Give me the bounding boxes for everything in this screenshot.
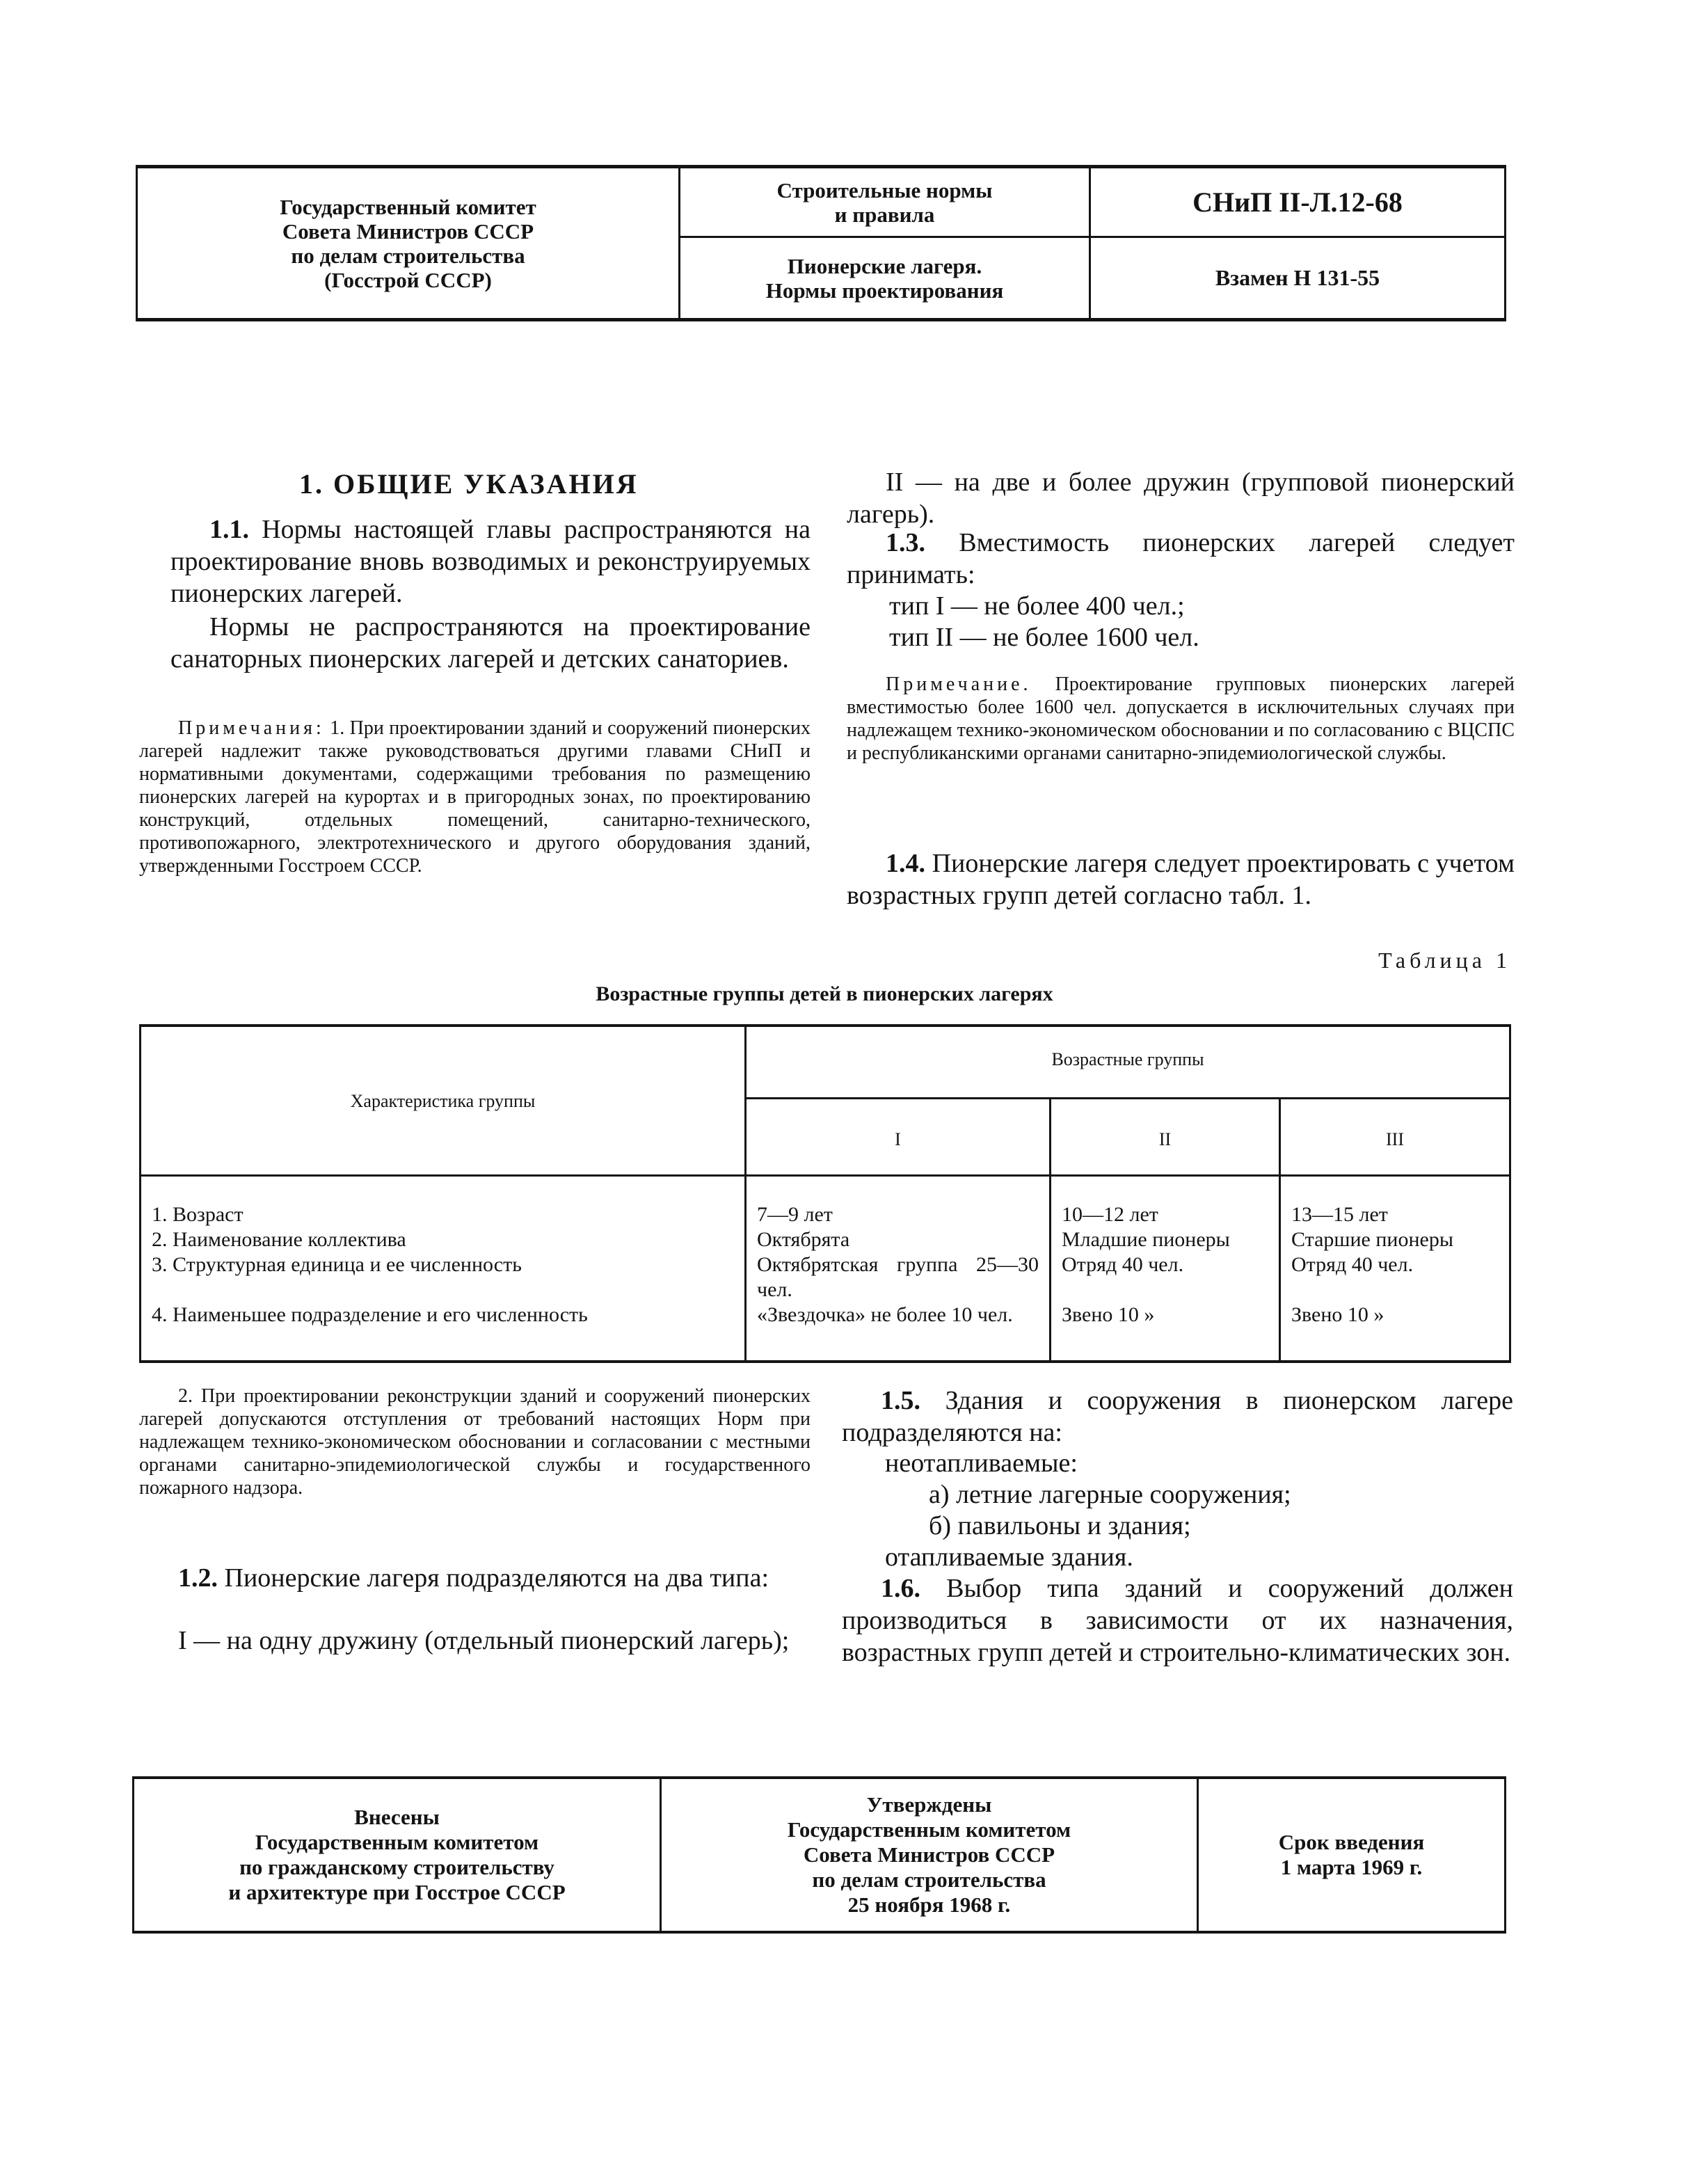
- col-header-group-1: I: [895, 1129, 901, 1149]
- table-cell: Отряд 40 чел.: [1291, 1253, 1414, 1276]
- para-1-4-text: Пионерские лагеря следует проектировать с учетом возрастных групп детей согласно табл. 1.: [847, 849, 1515, 910]
- para-1-6: [842, 1572, 1513, 1668]
- para-1-3-type-2: тип II — не более 1600 чел.: [889, 623, 1199, 652]
- para-1-1-num: 1.1.: [209, 515, 249, 544]
- header-replaces: Взамен Н 131-55: [1215, 265, 1380, 290]
- col-header-group-3: III: [1386, 1129, 1404, 1149]
- para-1-5-text: Здания и сооружения в пионерском лагере подразделяются на:: [842, 1386, 1514, 1447]
- header-org: Государственный комитет Совета Министров СССР по делам строительства (Госстрой СССР): [280, 194, 536, 292]
- para-1-5-num: 1.5.: [881, 1386, 920, 1415]
- col-header-group-2: II: [1158, 1129, 1172, 1149]
- note-1-text: 1. При проектировании зданий и сооружений пионерских лагерей надлежит также руководствоваться другими главами СНиП и нормативными документами, содержащими требования по размещению пионерских лагерей на курортах и в пригородных зонах, по проектированию конструкций, отдельных помещений, санитарно-технического, противопожарного, электротехнического и другого оборудования зданий, утвержденными Госстроем СССР.: [139, 717, 811, 877]
- table-label: Таблица 1: [1378, 948, 1511, 973]
- table-row-name: 2. Наименование коллектива: [152, 1228, 406, 1251]
- header-doc-type: Строительные нормы и правила: [776, 177, 993, 227]
- para-1-5-unheated: неотапливаемые:: [885, 1449, 1078, 1478]
- table-cell: Звено 10 »: [1062, 1303, 1155, 1326]
- note-1: [139, 717, 811, 877]
- table-cell: Младшие пионеры: [1062, 1228, 1230, 1251]
- para-1-3-text: Вместимость пионерских лагерей следует принимать:: [847, 528, 1515, 589]
- para-1-2-num: 1.2.: [178, 1563, 218, 1593]
- table-cell: 10—12 лет: [1062, 1203, 1158, 1226]
- para-1-5: [842, 1385, 1513, 1449]
- para-1-5-item-a: а) летние лагерные сооружения;: [929, 1480, 1291, 1509]
- notes-label: Примечания:: [178, 717, 325, 739]
- note-right-text: Проектирование групповых пионерских лагерей вместимостью более 1600 чел. допускается в исключительных случаях при надлежащем технико-экономическом обосновании и по согласованию с ВЦСПС и республиканскими органами санитарно-эпидемиологической службы.: [847, 673, 1515, 764]
- table-cell: 7—9 лет: [757, 1203, 833, 1226]
- col-header-characteristic: Характеристика группы: [350, 1091, 536, 1111]
- para-1-2-text: Пионерские лагеря подразделяются на два типа:: [224, 1563, 769, 1593]
- para-1-1-b: Нормы не распространяются на проектирование санаторных пионерских лагерей и детских санаториев.: [170, 612, 811, 673]
- para-1-1-text: Нормы настоящей главы распространяются на проектирование вновь возводимых и реконструируемых пионерских лагерей.: [170, 515, 811, 608]
- para-1-3: [847, 527, 1515, 591]
- table-cell: Октябрята: [757, 1228, 850, 1251]
- footer-effective-date: Срок введения 1 марта 1969 г.: [1278, 1830, 1425, 1879]
- table-cell: «Звездочка» не более 10 чел.: [757, 1303, 1013, 1326]
- col-header-age-groups: Возрастные группы: [1051, 1049, 1204, 1069]
- para-1-2-type-1: I — на одну дружину (отдельный пионерский лагерь);: [178, 1626, 790, 1655]
- table-cell: Старшие пионеры: [1291, 1228, 1454, 1251]
- table-row-name: 4. Наименьшее подразделение и его численность: [152, 1303, 588, 1326]
- footer-approved: Утверждены Государственным комитетом Совета Министров СССР по делам строительства 25 ноября 1968 г.: [787, 1792, 1071, 1917]
- note-right: [847, 673, 1515, 765]
- para-1-2-type-2: II — на две и более дружин (групповой пионерский лагерь).: [847, 468, 1515, 529]
- note-2: 2. При проектировании реконструкции зданий и сооружений пионерских лагерей допускаются отступления от требований настоящих Норм при надлежащем технико-экономическом обосновании и согласовании с местными органами санитарно-эпидемиологической службы и государственного пожарного надзора.: [139, 1385, 811, 1499]
- header-doc-title: Пионерские лагеря. Нормы проектирования: [765, 253, 1004, 303]
- para-1-6-text: Выбор типа зданий и сооружений должен производиться в зависимости от их назначения, возрастных групп детей и строительно-климатических зон.: [842, 1574, 1514, 1667]
- para-1-6-num: 1.6.: [881, 1574, 920, 1603]
- para-1-3-type-1: тип I — не более 400 чел.;: [889, 591, 1185, 621]
- para-1-3-num: 1.3.: [886, 528, 925, 557]
- table-cell: Отряд 40 чел.: [1062, 1253, 1184, 1276]
- para-1-1: [170, 513, 811, 609]
- table-cell: Звено 10 »: [1291, 1303, 1384, 1326]
- table-cell: 13—15 лет: [1291, 1203, 1388, 1226]
- table-cell: Октябрятская группа 25—30 чел.: [757, 1253, 1039, 1301]
- para-1-4-num: 1.4.: [886, 849, 925, 878]
- para-1-2: [139, 1562, 811, 1594]
- note-label: Примечание.: [886, 673, 1032, 695]
- footer-introduced: Внесены Государственным комитетом по гражданскому строительству и архитектуре при Госстрое СССР: [228, 1805, 566, 1904]
- para-1-5-heated: отапливаемые здания.: [885, 1543, 1133, 1572]
- para-1-5-item-b: б) павильоны и здания;: [929, 1511, 1191, 1540]
- table-row-name: 3. Структурная единица и ее численность: [152, 1253, 522, 1276]
- table-row-name: 1. Возраст: [152, 1203, 244, 1226]
- section-title: 1. ОБЩИЕ УКАЗАНИЯ: [299, 468, 639, 500]
- para-1-4: [847, 847, 1515, 911]
- header-doc-code: СНиП II-Л.12-68: [1192, 186, 1403, 218]
- table-caption: Возрастные группы детей в пионерских лагерях: [596, 982, 1053, 1005]
